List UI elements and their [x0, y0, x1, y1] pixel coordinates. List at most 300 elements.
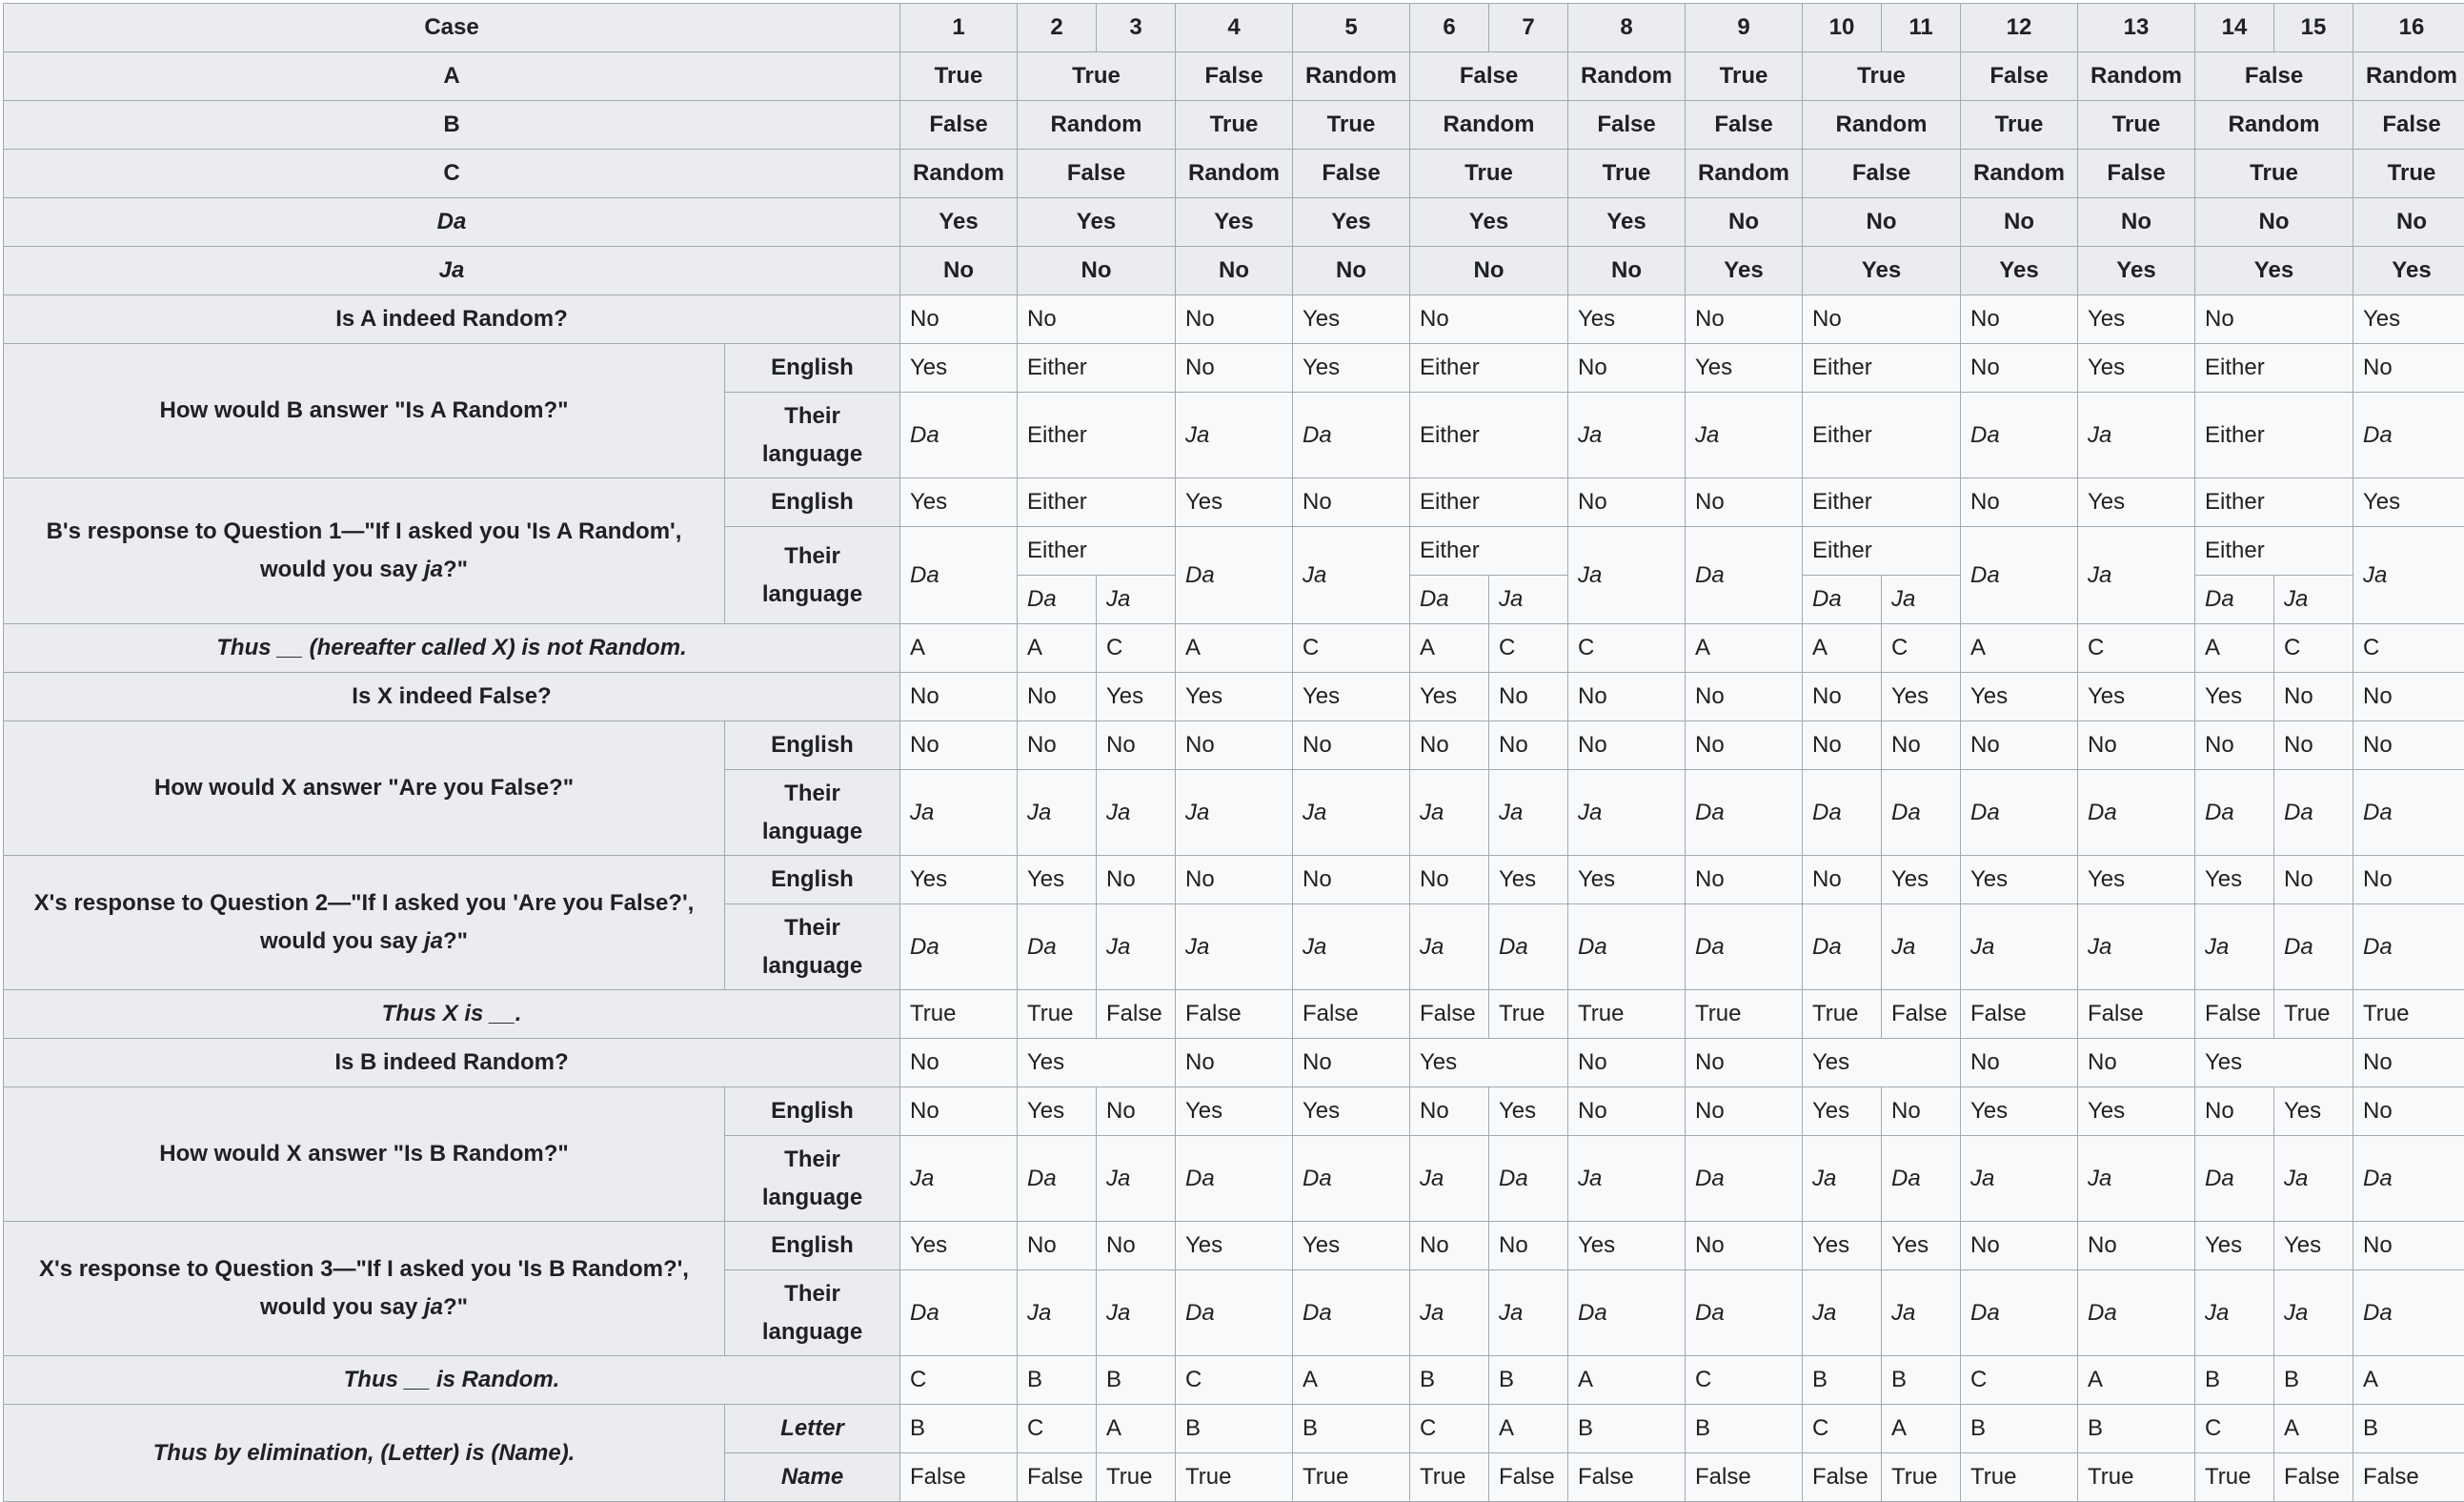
table-cell: Da: [1489, 904, 1568, 990]
table-cell: Da: [900, 393, 1018, 478]
table-cell: Ja: [2195, 1270, 2274, 1356]
table-cell: C: [1489, 624, 1568, 673]
table-cell: No: [900, 673, 1018, 721]
table-cell: No: [1568, 344, 1686, 393]
table-cell: False: [1410, 990, 1489, 1039]
table-cell: False: [2195, 990, 2274, 1039]
table-cell: B: [1803, 1356, 1882, 1405]
row-label: How would X answer "Is B Random?": [4, 1087, 725, 1222]
table-cell: Yes: [1489, 856, 1568, 904]
table-cell: Yes: [1293, 1222, 1410, 1270]
table-cell: No: [2353, 856, 2464, 904]
label-italic-text: ja: [424, 557, 443, 582]
table-cell: B: [1410, 1356, 1489, 1405]
table-cell: Yes: [1568, 1222, 1686, 1270]
assignment-cell: True: [900, 52, 1018, 101]
table-cell: No: [2353, 1039, 2464, 1087]
table-cell: True: [1410, 1453, 1489, 1502]
table-cell: No: [1686, 1087, 1803, 1136]
table-cell: True: [2353, 990, 2464, 1039]
assignment-cell: No: [1686, 198, 1803, 247]
table-cell: A: [2195, 624, 2274, 673]
table-cell: Da: [1018, 1136, 1097, 1222]
table-cell: Yes: [1410, 1039, 1568, 1087]
row-label: B: [4, 101, 900, 150]
table-cell: Yes: [900, 1222, 1018, 1270]
table-cell: Yes: [1018, 1087, 1097, 1136]
case-number: 9: [1686, 4, 1803, 52]
table-cell: Da: [2353, 1270, 2464, 1356]
table-cell: No: [1410, 856, 1489, 904]
row-label: [4, 1222, 725, 1356]
table-cell: A: [1176, 624, 1293, 673]
table-cell: Ja: [1803, 1136, 1882, 1222]
table-cell: Ja: [1097, 904, 1176, 990]
table-cell: False: [1293, 990, 1410, 1039]
assignment-cell: False: [2078, 150, 2195, 198]
table-cell: A: [1568, 1356, 1686, 1405]
table-cell: No: [2353, 1222, 2464, 1270]
table-cell: B: [1568, 1405, 1686, 1453]
assignment-cell: Random: [2353, 52, 2464, 101]
case-number: 1: [900, 4, 1018, 52]
table-cell: Ja: [2078, 1136, 2195, 1222]
table-cell: No: [1410, 1222, 1489, 1270]
table-cell: Ja: [2078, 904, 2195, 990]
table-cell: No: [1018, 721, 1097, 770]
table-cell: Da: [900, 527, 1018, 624]
table-cell: No: [1097, 1222, 1176, 1270]
case-number: 12: [1961, 4, 2078, 52]
label-text: ?": [443, 928, 468, 954]
assignment-cell: Yes: [900, 198, 1018, 247]
table-cell: A: [2274, 1405, 2353, 1453]
how-b-answers-english-row: [4, 344, 2464, 393]
table-cell: No: [2353, 1087, 2464, 1136]
sub-label: Their language: [725, 1136, 900, 1222]
table-cell: True: [1018, 990, 1097, 1039]
table-cell: No: [1882, 1087, 1961, 1136]
table-cell: Ja: [2353, 527, 2464, 624]
table-cell: False: [2353, 1453, 2464, 1502]
assignment-cell: Random: [1961, 150, 2078, 198]
table-cell: Ja: [1568, 393, 1686, 478]
assignment-cell: True: [2195, 150, 2353, 198]
table-cell: Da: [1882, 770, 1961, 856]
table-cell: False: [1018, 1453, 1097, 1502]
case-number: 2: [1018, 4, 1097, 52]
assignment-row-b: [4, 101, 2464, 150]
table-cell: Da: [1293, 393, 1410, 478]
table-cell: Ja: [1293, 770, 1410, 856]
table-cell: Ja: [2078, 393, 2195, 478]
table-cell: Ja: [2195, 904, 2274, 990]
assignment-cell: No: [1176, 247, 1293, 295]
table-cell: Ja: [1176, 393, 1293, 478]
table-cell: Ja: [1882, 904, 1961, 990]
table-cell: No: [1803, 673, 1882, 721]
table-cell: No: [900, 1087, 1018, 1136]
case-number: 5: [1293, 4, 1410, 52]
table-cell: Da: [1882, 1136, 1961, 1222]
table-cell: Da: [2274, 904, 2353, 990]
table-cell: Ja: [1410, 1136, 1489, 1222]
table-cell: C: [2353, 624, 2464, 673]
assignment-cell: Yes: [1293, 198, 1410, 247]
table-cell: No: [1293, 478, 1410, 527]
row-label: C: [4, 150, 900, 198]
table-cell: Da: [2078, 770, 2195, 856]
table-cell: C: [1961, 1356, 2078, 1405]
table-cell: Yes: [1882, 856, 1961, 904]
table-cell: A: [1410, 624, 1489, 673]
table-cell: No: [1176, 721, 1293, 770]
table-cell: No: [1568, 673, 1686, 721]
assignment-cell: No: [2078, 198, 2195, 247]
table-cell: Yes: [1961, 673, 2078, 721]
assignment-cell: False: [1568, 101, 1686, 150]
sub-label: English: [725, 721, 900, 770]
table-cell: No: [2195, 721, 2274, 770]
table-cell: C: [1568, 624, 1686, 673]
table-cell: False: [1803, 1453, 1882, 1502]
assignment-cell: False: [1018, 150, 1176, 198]
case-number: 15: [2274, 4, 2353, 52]
table-cell: Either: [1803, 344, 1961, 393]
case-number: 13: [2078, 4, 2195, 52]
table-cell: Yes: [2274, 1222, 2353, 1270]
table-cell: No: [900, 721, 1018, 770]
table-cell: B: [1489, 1356, 1568, 1405]
assignment-cell: True: [1961, 101, 2078, 150]
assignment-cell: False: [2195, 52, 2353, 101]
table-cell: Da: [1686, 770, 1803, 856]
table-cell: Yes: [2195, 1222, 2274, 1270]
table-cell: No: [2078, 721, 2195, 770]
table-cell: Either: [1410, 344, 1568, 393]
table-cell: C: [2274, 624, 2353, 673]
table-cell: No: [1686, 478, 1803, 527]
table-cell: B: [2078, 1405, 2195, 1453]
table-cell: No: [2274, 673, 2353, 721]
table-cell: B: [2274, 1356, 2353, 1405]
assignment-cell: Yes: [1803, 247, 1961, 295]
table-cell: Yes: [1686, 344, 1803, 393]
table-cell: Either: [1410, 527, 1568, 576]
table-cell: Da: [1018, 576, 1097, 624]
table-cell: Da: [2274, 770, 2353, 856]
table-cell: No: [1489, 721, 1568, 770]
table-cell: True: [2195, 1453, 2274, 1502]
assignment-cell: False: [1293, 150, 1410, 198]
b-response-english-row: [4, 478, 2464, 527]
table-cell: Ja: [1568, 527, 1686, 624]
table-cell: Yes: [1568, 295, 1686, 344]
table-cell: Da: [1803, 576, 1882, 624]
sub-label: Their language: [725, 527, 900, 624]
table-cell: Da: [1686, 527, 1803, 624]
label-text: X's response to Question 3—"If I asked you 'Is B Random?', would you say: [39, 1256, 689, 1320]
table-cell: Ja: [1097, 770, 1176, 856]
table-cell: Ja: [1961, 1136, 2078, 1222]
assignment-cell: True: [1803, 52, 1961, 101]
table-cell: Yes: [1176, 478, 1293, 527]
row-label: Is B indeed Random?: [4, 1039, 900, 1087]
sub-label: English: [725, 856, 900, 904]
table-cell: Da: [2353, 770, 2464, 856]
table-cell: Ja: [1882, 576, 1961, 624]
table-cell: Ja: [1882, 1270, 1961, 1356]
table-cell: Either: [1410, 478, 1568, 527]
table-cell: B: [2353, 1405, 2464, 1453]
table-cell: Yes: [1803, 1222, 1882, 1270]
table-cell: No: [1961, 721, 2078, 770]
table-cell: Da: [1961, 770, 2078, 856]
table-cell: No: [1176, 1039, 1293, 1087]
label-text: ?": [443, 557, 468, 582]
table-cell: True: [1097, 1453, 1176, 1502]
table-cell: Ja: [1489, 1270, 1568, 1356]
table-cell: Da: [2195, 770, 2274, 856]
label-text: ?": [443, 1294, 468, 1320]
table-cell: Da: [1961, 1270, 2078, 1356]
table-cell: No: [1961, 344, 2078, 393]
assignment-cell: No: [1293, 247, 1410, 295]
assignment-cell: True: [1293, 101, 1410, 150]
table-cell: True: [1568, 990, 1686, 1039]
case-number: 11: [1882, 4, 1961, 52]
assignment-cell: False: [900, 101, 1018, 150]
assignment-cell: Yes: [1410, 198, 1568, 247]
how-x-answers-false-english-row: [4, 721, 2464, 770]
assignment-cell: Random: [1568, 52, 1686, 101]
table-cell: Yes: [900, 344, 1018, 393]
table-cell: Either: [1803, 527, 1961, 576]
table-cell: Yes: [2195, 856, 2274, 904]
table-cell: C: [1176, 1356, 1293, 1405]
table-cell: False: [1686, 1453, 1803, 1502]
row-label: Thus by elimination, (Letter) is (Name).: [4, 1405, 725, 1502]
table-cell: True: [1961, 1453, 2078, 1502]
table-cell: Da: [1410, 576, 1489, 624]
table-cell: No: [2195, 295, 2353, 344]
table-cell: False: [900, 1453, 1018, 1502]
case-number: 7: [1489, 4, 1568, 52]
table-cell: Ja: [900, 1136, 1018, 1222]
table-cell: Da: [1293, 1136, 1410, 1222]
table-cell: Either: [1018, 344, 1176, 393]
table-cell: Yes: [1882, 673, 1961, 721]
is-b-random-row: [4, 1039, 2464, 1087]
table-cell: No: [1803, 721, 1882, 770]
table-cell: Yes: [900, 478, 1018, 527]
logic-puzzle-table-wrapper: [3, 3, 2464, 1502]
table-cell: True: [900, 990, 1018, 1039]
table-cell: Da: [2195, 1136, 2274, 1222]
assignment-cell: Random: [900, 150, 1018, 198]
table-cell: No: [2078, 1222, 2195, 1270]
table-cell: False: [2274, 1453, 2353, 1502]
table-cell: No: [2274, 856, 2353, 904]
table-cell: C: [2195, 1405, 2274, 1453]
assignment-cell: No: [1803, 198, 1961, 247]
assignment-cell: Random: [1686, 150, 1803, 198]
table-cell: False: [1489, 1453, 1568, 1502]
sub-label: Their language: [725, 393, 900, 478]
table-cell: No: [900, 295, 1018, 344]
table-cell: A: [900, 624, 1018, 673]
sub-label: English: [725, 478, 900, 527]
table-cell: Da: [1686, 904, 1803, 990]
table-cell: Yes: [2078, 344, 2195, 393]
table-cell: No: [1961, 1222, 2078, 1270]
table-cell: C: [2078, 624, 2195, 673]
table-cell: Yes: [1176, 1087, 1293, 1136]
table-cell: B: [2195, 1356, 2274, 1405]
table-cell: Ja: [1097, 576, 1176, 624]
table-cell: No: [1097, 1087, 1176, 1136]
table-cell: No: [2353, 344, 2464, 393]
table-cell: False: [1097, 990, 1176, 1039]
table-cell: Da: [1803, 904, 1882, 990]
table-cell: Yes: [1489, 1087, 1568, 1136]
assignment-cell: True: [1018, 52, 1176, 101]
table-cell: Ja: [1489, 770, 1568, 856]
table-cell: Da: [2078, 1270, 2195, 1356]
assignment-cell: Yes: [1686, 247, 1803, 295]
table-cell: No: [1018, 295, 1176, 344]
assignment-row-a: [4, 52, 2464, 101]
assignment-cell: True: [2353, 150, 2464, 198]
assignment-cell: No: [1961, 198, 2078, 247]
table-cell: False: [1961, 990, 2078, 1039]
assignment-cell: No: [2195, 198, 2353, 247]
table-cell: No: [2353, 721, 2464, 770]
table-cell: Ja: [1568, 770, 1686, 856]
table-cell: A: [1882, 1405, 1961, 1453]
table-cell: No: [2078, 1039, 2195, 1087]
table-cell: Yes: [1410, 673, 1489, 721]
case-number: 3: [1097, 4, 1176, 52]
table-cell: B: [1293, 1405, 1410, 1453]
assignment-cell: Yes: [2078, 247, 2195, 295]
table-cell: Ja: [1410, 904, 1489, 990]
assignment-cell: True: [1410, 150, 1568, 198]
table-cell: B: [1097, 1356, 1176, 1405]
row-label: How would B answer "Is A Random?": [4, 344, 725, 478]
table-cell: Either: [1018, 478, 1176, 527]
table-cell: C: [900, 1356, 1018, 1405]
table-cell: Da: [2195, 576, 2274, 624]
table-cell: True: [1293, 1453, 1410, 1502]
assignment-cell: Yes: [1018, 198, 1176, 247]
assignment-cell: No: [1410, 247, 1568, 295]
assignment-cell: False: [1686, 101, 1803, 150]
table-cell: Da: [1568, 904, 1686, 990]
table-cell: No: [1489, 673, 1568, 721]
table-cell: Ja: [1489, 576, 1568, 624]
table-cell: Yes: [1018, 856, 1097, 904]
assignment-cell: Random: [1176, 150, 1293, 198]
table-cell: B: [1961, 1405, 2078, 1453]
table-cell: A: [1293, 1356, 1410, 1405]
table-cell: Ja: [900, 770, 1018, 856]
table-cell: Yes: [1097, 673, 1176, 721]
how-x-answers-b-english-row: [4, 1087, 2464, 1136]
label-italic-text: ja: [424, 928, 443, 954]
table-cell: Yes: [2078, 478, 2195, 527]
table-cell: Da: [1961, 393, 2078, 478]
row-label: [4, 478, 725, 624]
table-cell: Ja: [1097, 1136, 1176, 1222]
thus-random-row: [4, 1356, 2464, 1405]
table-cell: Ja: [1018, 1270, 1097, 1356]
table-cell: B: [1686, 1405, 1803, 1453]
case-number: 4: [1176, 4, 1293, 52]
table-cell: Ja: [1018, 770, 1097, 856]
row-label: A: [4, 52, 900, 101]
assignment-cell: Yes: [1568, 198, 1686, 247]
table-cell: True: [1489, 990, 1568, 1039]
assignment-cell: Random: [2195, 101, 2353, 150]
table-cell: No: [1961, 295, 2078, 344]
table-cell: No: [1568, 1039, 1686, 1087]
table-cell: No: [1803, 295, 1961, 344]
assignment-cell: Random: [1803, 101, 1961, 150]
table-cell: False: [1568, 1453, 1686, 1502]
table-cell: Ja: [1293, 904, 1410, 990]
table-cell: A: [1686, 624, 1803, 673]
table-cell: Either: [1018, 527, 1176, 576]
table-cell: Ja: [2274, 1136, 2353, 1222]
assignment-row-c: [4, 150, 2464, 198]
table-cell: Ja: [1803, 1270, 1882, 1356]
assignment-cell: Yes: [2353, 247, 2464, 295]
table-cell: Da: [1293, 1270, 1410, 1356]
table-cell: Yes: [2195, 1039, 2353, 1087]
table-cell: No: [2195, 1087, 2274, 1136]
table-cell: No: [1961, 1039, 2078, 1087]
table-cell: Either: [2195, 393, 2353, 478]
sub-label: English: [725, 1222, 900, 1270]
assignment-cell: Random: [2078, 52, 2195, 101]
assignment-cell: Random: [1293, 52, 1410, 101]
label-text: X's response to Question 2—"If I asked you 'Are you False?', would you say: [34, 890, 695, 954]
thus-x-is-row: [4, 990, 2464, 1039]
table-cell: A: [1097, 1405, 1176, 1453]
table-cell: A: [1803, 624, 1882, 673]
table-cell: No: [1489, 1222, 1568, 1270]
table-cell: Yes: [2078, 673, 2195, 721]
row-label: Is X indeed False?: [4, 673, 900, 721]
table-cell: Da: [1176, 1136, 1293, 1222]
row-label: Da: [4, 198, 900, 247]
table-cell: No: [1097, 856, 1176, 904]
table-cell: Ja: [1961, 904, 2078, 990]
table-cell: No: [1293, 1039, 1410, 1087]
table-cell: No: [1568, 1087, 1686, 1136]
assignment-cell: True: [2078, 101, 2195, 150]
table-cell: No: [1686, 856, 1803, 904]
table-cell: No: [2353, 673, 2464, 721]
table-cell: No: [2274, 721, 2353, 770]
table-cell: Yes: [2078, 295, 2195, 344]
table-cell: Yes: [1961, 1087, 2078, 1136]
table-cell: B: [1176, 1405, 1293, 1453]
table-cell: Either: [1410, 393, 1568, 478]
table-cell: Either: [1803, 393, 1961, 478]
row-label: Ja: [4, 247, 900, 295]
